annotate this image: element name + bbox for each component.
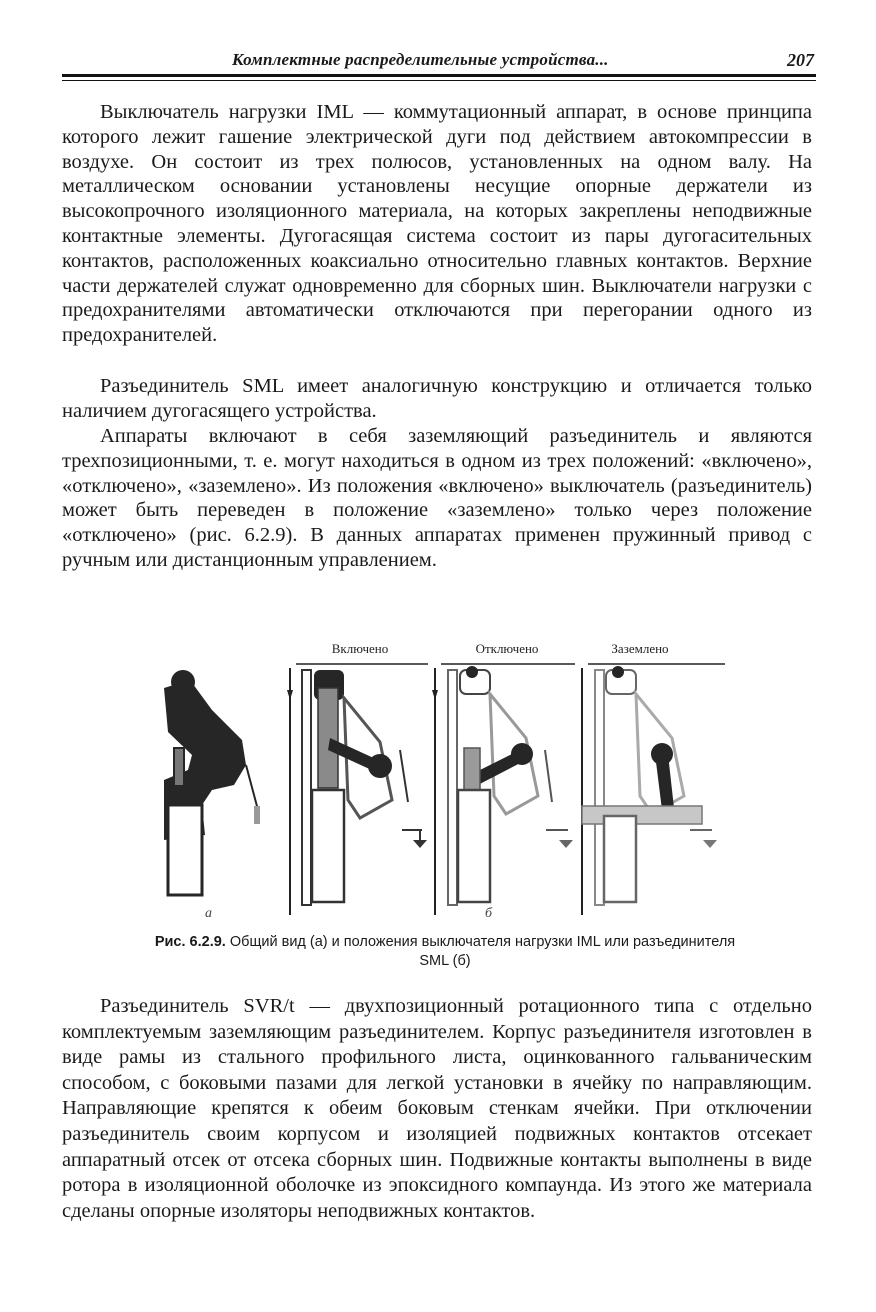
- state-grounded-drawing: [582, 664, 725, 915]
- figure-6-2-9: [150, 630, 740, 930]
- paragraph-three-position: Аппараты включают в себя заземляющий разъединитель и являются трехпозиционными, т. е. могут находиться в одном из трех положений: «включено», «отключено», «заземлено». Из положения «включено» выключатель (разъединитель) может быть переведен в положение «заземлено» только через положение «отключено» (рис. 6.2.9). В данных аппаратах применен пружинный привод с ручным или дистанционным управлением.: [62, 425, 812, 571]
- page-number: 207: [787, 50, 814, 70]
- figure-label-grounded: Заземлено: [611, 641, 669, 656]
- header-rule-thin: [62, 80, 816, 81]
- figure-caption-label: Рис. 6.2.9.: [154, 934, 226, 950]
- figure-label-on: Включено: [331, 641, 389, 656]
- paragraph-svr: Разъединитель SVR/t — двухпозиционный ротационного типа с отдельно комплектуемым заземляющим разъединителем. Корпус разъединителя изготовлен в виде рамы из стального профильного листа, оцинкованного гальваническим способом, с боковыми пазами для легкой установки в ячейку по направляющим. Направляющие крепятся к обеим боковым стенкам ячейки. При отключении разъединитель своим корпусом и изоляцией подвижных контактов отсекает аппаратный отсек от отсека сборных шин. Подвижные контакты выполнены в виде ротора в изоляционной оболочке из эпоксидного компаунда. Из этого же материала сделаны опорные изоляторы неподвижных контактов.: [62, 995, 812, 1222]
- figure-sublabel-b: б: [485, 906, 493, 921]
- paragraph-sml: Разъединитель SML имеет аналогичную конструкцию и отличается только наличием дугогасящего устройства.: [62, 375, 812, 422]
- figure-drawing: [150, 630, 740, 930]
- header-rule-thick: [62, 74, 816, 77]
- figure-sublabel-a: а: [205, 906, 212, 921]
- figure-label-off: Отключено: [475, 641, 539, 656]
- state-on-drawing: [287, 664, 428, 915]
- paragraph-iml: Выключатель нагрузки IML — коммутационный аппарат, в основе принципа которого лежит гашение электрической дуги под действием автокомпрессии в воздухе. Он состоит из трех полюсов, установленных на одном валу. На металлическом основании установлены несущие опорные держатели из высокопрочного изоляционного материала, на которых закреплены неподвижные контактные элементы. Дугогасящая система состоит из пары дугогасительных контактов, расположенных коаксиально относительно главных контактов. Верхние части держателей служат одновременно для сборных шин. Выключатели нагрузки с предохранителями автоматически отключаются при перегорании одного из предохранителей.: [62, 101, 812, 347]
- running-header: [62, 50, 816, 74]
- figure-caption-text: Общий вид (а) и положения выключателя нагрузки IML или разъединителя SML (б): [229, 934, 736, 969]
- figure-caption: [150, 933, 740, 971]
- state-off-drawing: [432, 664, 575, 915]
- general-view-drawing: [164, 670, 260, 895]
- running-header-title: Комплектные распределительные устройства...: [232, 50, 609, 69]
